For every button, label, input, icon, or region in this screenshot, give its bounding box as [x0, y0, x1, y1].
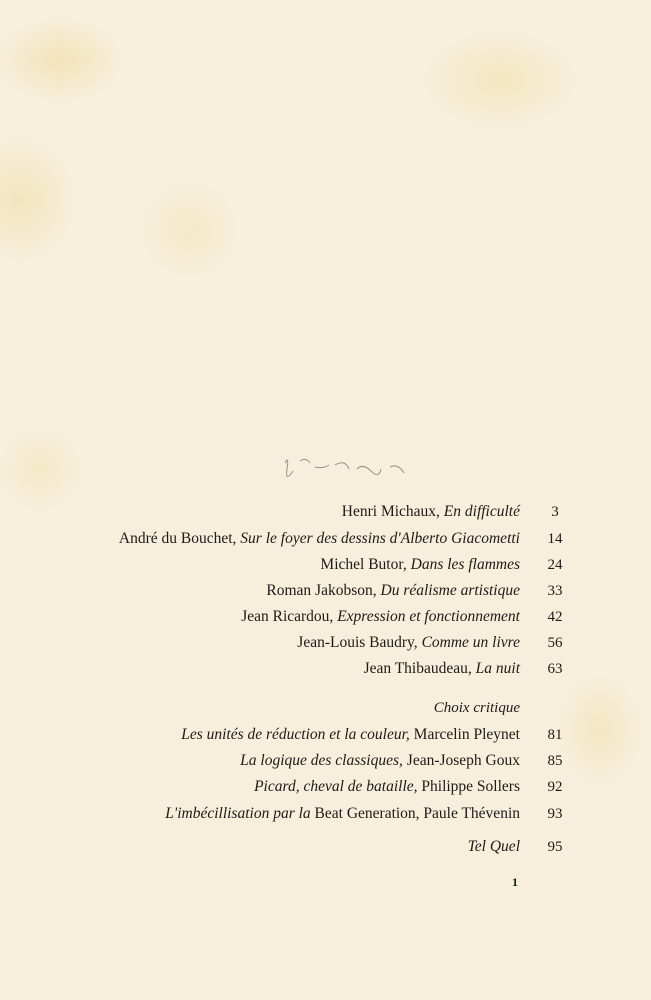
- critique-entry-2: [40, 752, 520, 770]
- critique-entry-3: [40, 778, 520, 796]
- entry-page: 24: [547, 557, 563, 573]
- entry-page: 92: [547, 779, 563, 795]
- entry-author: Jean-Louis Baudry,: [297, 634, 422, 651]
- entry-page: 33: [547, 583, 563, 599]
- entry-page: 3: [551, 504, 559, 520]
- entry-title: Expression et fonctionnement: [337, 608, 520, 625]
- entry-title: En difficulté: [443, 503, 520, 520]
- entry-author: Beat Generation, Paule Thévenin: [310, 805, 520, 822]
- entry-page: 56: [547, 635, 563, 651]
- entry-page: 93: [547, 806, 563, 822]
- entry-author: Jean Thibaudeau,: [363, 660, 476, 677]
- entry-page: 81: [547, 727, 563, 743]
- critique-entry-1: [40, 726, 520, 744]
- toc-entry-7: [40, 660, 520, 678]
- entry-title: Du réalisme artistique: [380, 582, 520, 599]
- entry-author: Jean-Joseph Goux: [402, 752, 520, 769]
- entry-page: 95: [547, 839, 563, 855]
- entry-author: Philippe Sollers: [417, 778, 520, 795]
- toc-entry-6: [40, 634, 520, 652]
- entry-author: Michel Butor,: [320, 556, 411, 573]
- entry-author: Henri Michaux,: [341, 503, 444, 520]
- telquel-entry: Tel Quel: [467, 838, 520, 855]
- toc-entry-3: [40, 556, 520, 574]
- entry-author: André du Bouchet,: [118, 530, 241, 547]
- toc-entry-1: [40, 503, 520, 521]
- toc-entry-2: [40, 530, 520, 548]
- entry-title: Sur le foyer des dessins d'Alberto Giacometti: [240, 530, 520, 547]
- entry-title: Picard, cheval de bataille,: [254, 778, 418, 795]
- entry-page: 63: [547, 661, 563, 677]
- entry-title: La nuit: [475, 660, 520, 677]
- toc-entry-5: [40, 608, 520, 626]
- entry-title: La logique des classiques,: [240, 752, 403, 769]
- entry-title: L'imbécillisation par la: [165, 805, 311, 822]
- entry-author: Jean Ricardou,: [241, 608, 338, 625]
- entry-page: 85: [547, 753, 563, 769]
- entry-page: 42: [547, 609, 563, 625]
- entry-author: Roman Jakobson,: [266, 582, 381, 599]
- toc-entry-4: [40, 582, 520, 600]
- entry-author: Marcelin Pleynet: [409, 726, 520, 743]
- entry-title: Dans les flammes: [410, 556, 520, 573]
- entry-page: 14: [547, 531, 563, 547]
- section-heading: Choix critique: [433, 700, 520, 716]
- entry-title: Les unités de réduction et la couleur,: [181, 726, 410, 743]
- critique-entry-4: [40, 805, 520, 823]
- entry-title: Comme un livre: [421, 634, 520, 651]
- page-number: 1: [512, 875, 518, 889]
